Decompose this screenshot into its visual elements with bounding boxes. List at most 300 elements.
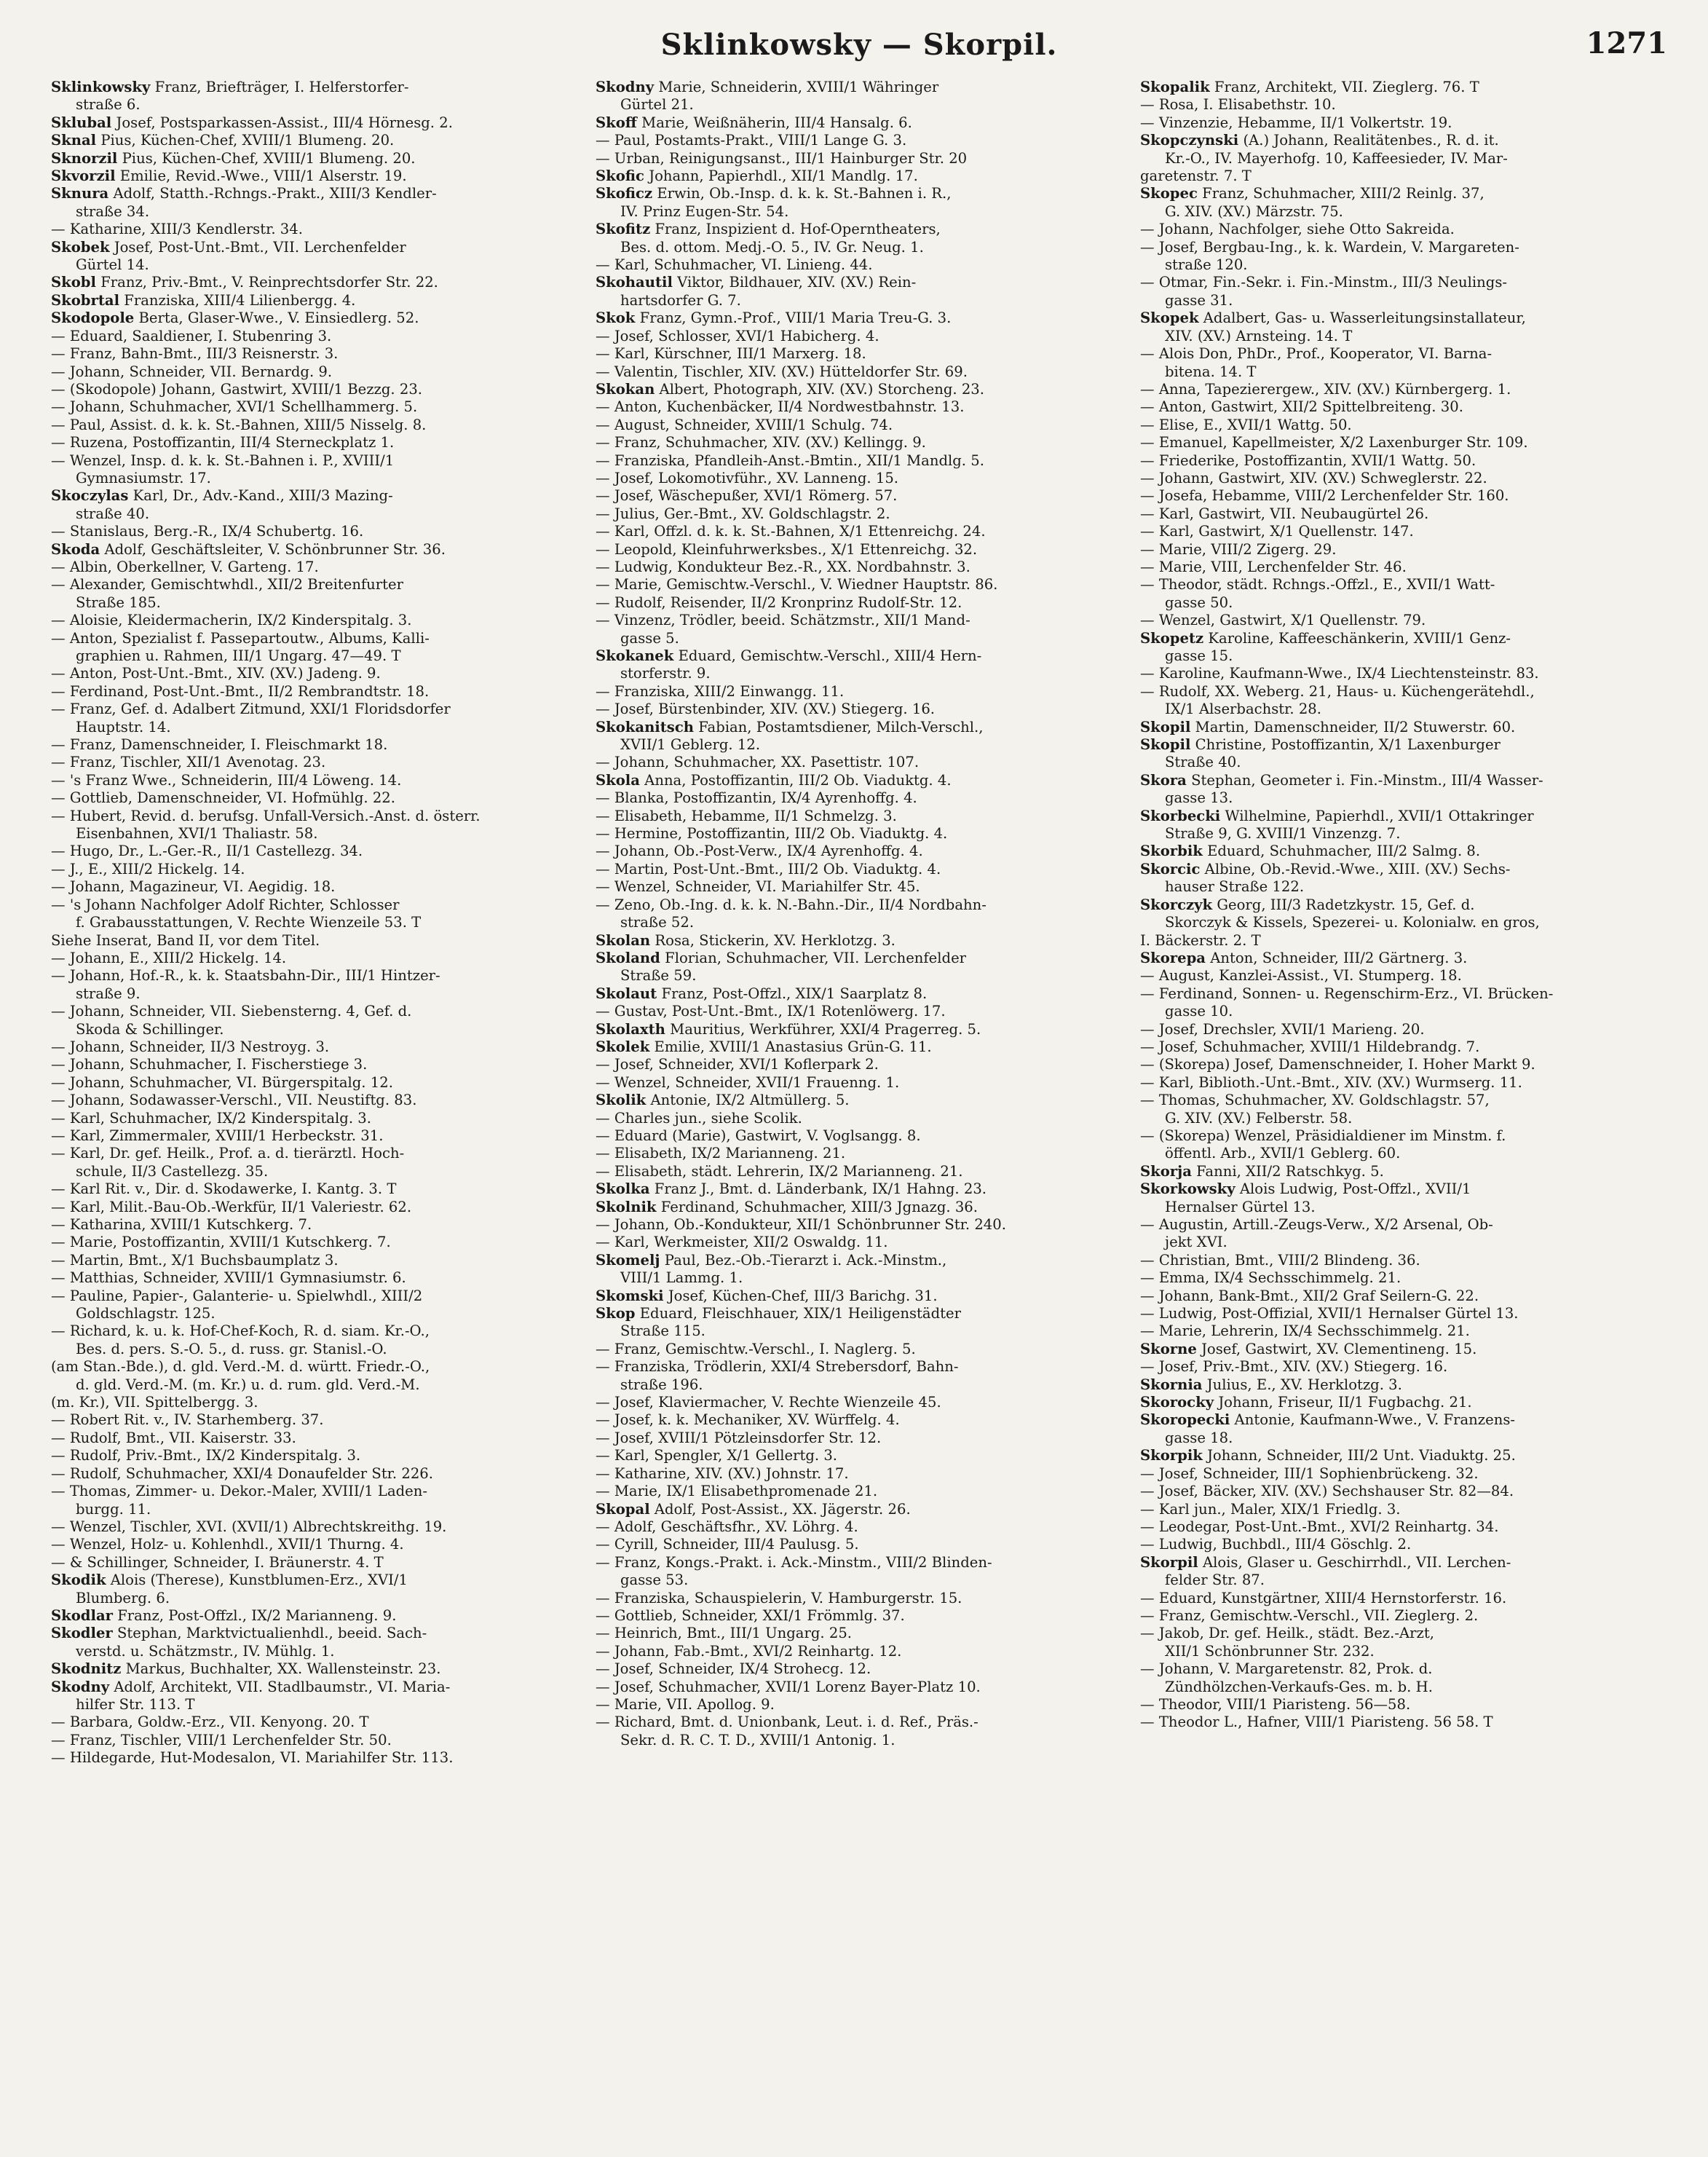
directory-entry — [596, 1607, 1123, 1625]
entry-text: Karoline, Kaffeeschänkerin, XVIII/1 Genz- — [1208, 629, 1511, 647]
directory-entry — [596, 825, 1123, 843]
directory-entry — [1140, 470, 1667, 487]
directory-entry — [51, 612, 578, 629]
entry-continuation: Straße 59. — [620, 967, 697, 985]
entry-surname: Skolaut — [596, 985, 657, 1002]
entry-text: Albine, Ob.-Revid.-Wwe., XIII. (XV.) Sechs- — [1204, 860, 1511, 878]
directory-entry — [596, 1074, 1123, 1092]
column-middle — [596, 79, 1123, 2125]
entry-surname: Skohautil — [596, 274, 673, 291]
entry-text: — Marie, Gemischtw.-Verschl., V. Wiedner Hauptstr. 86. — [596, 576, 998, 594]
entry-text: — Josef, Schuhmacher, XVIII/1 Hildebrandg. 7. — [1140, 1038, 1480, 1055]
entry-text: Christine, Postoffizantin, X/1 Laxenburger — [1195, 736, 1501, 754]
entry-text: Berta, Glaser-Wwe., V. Einsiedlerg. 52. — [138, 309, 419, 327]
directory-entry — [51, 328, 578, 345]
entry-continuation: IV. Prinz Eugen-Str. 54. — [620, 202, 789, 220]
entry-text: Josef, Post-Unt.-Bmt., VII. Lerchenfelder — [114, 238, 406, 256]
entry-continuation: schule, II/3 Castellezg. 35. — [76, 1162, 269, 1180]
entry-text: — Katharina, XVIII/1 Kutschkerg. 7. — [51, 1216, 312, 1233]
entry-text: — Franziska, Trödlerin, XXI/4 Strebersdorf, Bahn- — [596, 1358, 959, 1376]
entry-text: — Johann, Schneider, VII. Bernardg. 9. — [51, 363, 333, 380]
directory-entry — [51, 541, 578, 559]
entry-text: Florian, Schuhmacher, VII. Lerchenfelder — [665, 949, 967, 966]
entry-text: — Josef, Priv.-Bmt., XIV. (XV.) Stiegerg. 16. — [1140, 1358, 1448, 1376]
entry-text: Franz, Architekt, VII. Zieglerg. 76. T — [1214, 79, 1479, 95]
entry-text: — Franz, Bahn-Bmt., III/3 Reisnerstr. 3. — [51, 345, 339, 363]
entry-continuation: graphien u. Rahmen, III/1 Ungarg. 47—49. T — [76, 647, 401, 664]
entry-continuation: IX/1 Alserbachstr. 28. — [1165, 701, 1321, 718]
entry-text: — Marie, Postoffizantin, XVIII/1 Kutschkerg. 7. — [51, 1234, 391, 1251]
entry-continuation: Straße 185. — [76, 594, 161, 611]
directory-entry — [1140, 932, 1667, 950]
entry-surname: Skolka — [596, 1180, 650, 1198]
directory-entry — [1140, 950, 1667, 967]
entry-text: — Josef, Schneider, XVI/1 Koflerpark 2. — [596, 1056, 879, 1073]
entry-surname: Skolek — [596, 1038, 650, 1055]
directory-entry — [596, 1110, 1123, 1127]
directory-entry — [596, 1411, 1123, 1429]
directory-entry — [1140, 1358, 1667, 1376]
directory-entry — [1140, 1038, 1667, 1056]
directory-entry — [596, 1145, 1123, 1162]
directory-entry — [51, 1056, 578, 1073]
entry-surname: Skopek — [1140, 309, 1199, 327]
directory-entry — [596, 789, 1123, 807]
directory-entry — [1140, 1518, 1667, 1536]
entry-text: — Josef, Lokomotivführ., XV. Lanneng. 15. — [596, 469, 899, 486]
entry-surname: Skobl — [51, 274, 96, 291]
entry-continuation: bitena. 14. T — [1165, 363, 1257, 380]
entry-text: Fanni, XII/2 Ratschkyg. 5. — [1196, 1162, 1384, 1180]
directory-entry — [1140, 559, 1667, 576]
entry-text: — Josef, Schuhmacher, XVII/1 Lorenz Bayer-Platz 10. — [596, 1678, 981, 1695]
entry-text: garetenstr. 7. T — [1140, 167, 1252, 185]
entry-text: — Ludwig, Post-Offizial, XVII/1 Hernalser Gürtel 13. — [1140, 1305, 1519, 1322]
entry-surname: Skoff — [596, 114, 637, 131]
directory-entry — [1140, 1376, 1667, 1394]
directory-entry — [1140, 1341, 1667, 1358]
entry-text: — Rudolf, Bmt., VII. Kaiserstr. 33. — [51, 1429, 296, 1446]
directory-entry — [1140, 381, 1667, 398]
directory-entry — [596, 1696, 1123, 1714]
directory-entry — [1140, 772, 1667, 808]
entry-continuation: Kr.-O., IV. Mayerhofg. 10, Kaffeesieder, IV. Mar- — [1165, 149, 1508, 167]
directory-entry — [51, 523, 578, 540]
entry-text: Pius, Küchen-Chef, XVIII/1 Blumeng. 20. — [122, 149, 416, 167]
directory-entry — [596, 612, 1123, 647]
entry-continuation: hauser Straße 122. — [1165, 878, 1305, 896]
entry-text: — Heinrich, Bmt., III/1 Ungarg. 25. — [596, 1625, 853, 1642]
entry-text: Fabian, Postamtsdiener, Milch-Verschl., — [698, 718, 984, 736]
entry-text: — Karl, Werkmeister, XII/2 Oswaldg. 11. — [596, 1234, 888, 1251]
entry-surname: Skodik — [51, 1572, 106, 1589]
directory-entry — [596, 1536, 1123, 1553]
directory-entry — [1140, 985, 1667, 1021]
directory-entry — [51, 1518, 578, 1536]
entry-text: Adolf, Geschäftsleiter, V. Schönbrunner Str. 36. — [104, 540, 446, 558]
directory-entry — [1140, 541, 1667, 559]
entry-text: — Christian, Bmt., VIII/2 Blindeng. 36. — [1140, 1251, 1420, 1269]
column-left — [51, 79, 578, 2125]
entry-text: — Franz, Schuhmacher, XIV. (XV.) Kellingg. 9. — [596, 434, 926, 451]
directory-entry — [51, 1430, 578, 1447]
entry-text: — Karl, Milit.-Bau-Ob.-Werkfür, II/1 Valeriestr. 62. — [51, 1198, 412, 1215]
entry-text: — Johann, E., XIII/2 Hickelg. 14. — [51, 949, 287, 966]
directory-entry — [596, 1305, 1123, 1341]
entry-text: — Elisabeth, städt. Lehrerin, IX/2 Marianneng. 21. — [596, 1162, 963, 1180]
entry-text: — Franz, Tischler, VIII/1 Lerchenfelder Str. 50. — [51, 1731, 392, 1748]
directory-entry — [596, 1216, 1123, 1234]
directory-entry — [51, 114, 578, 132]
entry-continuation: gasse 31. — [1165, 291, 1233, 309]
entry-text: — Ferdinand, Sonnen- u. Regenschirm-Erz., VI. Brücken- — [1140, 985, 1554, 1002]
entry-surname: Skofitz — [596, 221, 651, 238]
directory-entry — [596, 1625, 1123, 1642]
entry-text: — Johann, Bank-Bmt., XII/2 Graf Seilern-G. 22. — [1140, 1287, 1479, 1304]
directory-entry — [51, 221, 578, 238]
directory-entry — [51, 896, 578, 932]
entry-continuation: Straße 40. — [1165, 754, 1241, 771]
directory-entry — [51, 665, 578, 682]
entry-text: — Karl, Offzl. d. k. k. St.-Bahnen, X/1 Ettenreichg. 24. — [596, 523, 986, 540]
directory-entry — [51, 132, 578, 149]
directory-entry — [596, 1163, 1123, 1180]
entry-text: Erwin, Ob.-Insp. d. k. k. St.-Bahnen i. R., — [657, 185, 952, 202]
entry-surname: Skolik — [596, 1092, 647, 1109]
entry-text: — Karl Rit. v., Dir. d. Skodawerke, I. Kantg. 3. T — [51, 1180, 397, 1198]
directory-entry — [51, 452, 578, 488]
directory-entry — [596, 1483, 1123, 1500]
entry-surname: Skorpil — [1140, 1553, 1198, 1571]
directory-entry — [596, 843, 1123, 860]
entry-text: — Theodor, VIII/1 Piaristeng. 56—58. — [1140, 1695, 1411, 1713]
directory-entry — [596, 434, 1123, 451]
entry-text: — Josef, Schneider, IX/4 Strohecg. 12. — [596, 1660, 871, 1678]
entry-text: — Rudolf, Reisender, II/2 Kronprinz Rudolf-Str. 12. — [596, 594, 962, 611]
entry-text: — Elise, E., XVII/1 Wattg. 50. — [1140, 416, 1352, 433]
entry-text: — Alois Don, PhDr., Prof., Kooperator, VI. Barna- — [1140, 345, 1492, 363]
directory-entry — [596, 754, 1123, 771]
entry-text: Franz, Inspizient d. Hof-Operntheaters, — [655, 221, 941, 238]
entry-text: Viktor, Bildhauer, XIV. (XV.) Rein- — [677, 274, 917, 291]
entry-text: — Marie, VIII/2 Zigerg. 29. — [1140, 540, 1337, 558]
directory-entry — [596, 985, 1123, 1003]
directory-entry — [51, 274, 578, 291]
entry-text: — Matthias, Schneider, XVIII/1 Gymnasiumstr. 6. — [51, 1269, 406, 1287]
directory-entry — [51, 576, 578, 612]
directory-entry — [596, 150, 1123, 167]
entry-text: I. Bäckerstr. 2. T — [1140, 931, 1261, 949]
directory-entry — [51, 1572, 578, 1607]
entry-continuation: Gürtel 14. — [76, 256, 149, 274]
entry-text: — Josef, Bergbau-Ing., k. k. Wardein, V. Margareten- — [1140, 238, 1519, 256]
entry-text: — Franz, Damenschneider, I. Fleischmarkt 18. — [51, 736, 388, 754]
directory-entry — [596, 719, 1123, 754]
directory-entry — [596, 1643, 1123, 1660]
entry-continuation: Skorczyk & Kissels, Spezerei- u. Kolonialw. en gros, — [1165, 914, 1540, 931]
entry-continuation: G. XIV. (XV.) Felberstr. 58. — [1165, 1109, 1353, 1127]
entry-text: — Josef, Klaviermacher, V. Rechte Wienzeile 45. — [596, 1394, 941, 1411]
entry-text: — Otmar, Fin.-Sekr. i. Fin.-Minstm., III/3 Neulings- — [1140, 274, 1508, 291]
directory-entry — [51, 967, 578, 1003]
entry-continuation: Straße 9, G. XVIII/1 Vinzenzg. 7. — [1165, 825, 1401, 843]
directory-entry — [51, 487, 578, 523]
entry-surname: Skopczynski — [1140, 132, 1239, 149]
entry-continuation: G. XIV. (XV.) Märzstr. 75. — [1165, 202, 1343, 220]
entry-text: — Vinzenz, Trödler, beeid. Schätzmstr., XII/1 Mand- — [596, 612, 970, 629]
entry-text: Adalbert, Gas- u. Wasserleitungsinstallateur, — [1203, 309, 1526, 327]
entry-surname: Skorne — [1140, 1340, 1197, 1357]
directory-entry — [596, 185, 1123, 221]
directory-entry — [1140, 1163, 1667, 1180]
entry-surname: Skoland — [596, 949, 660, 966]
directory-entry — [596, 470, 1123, 487]
directory-entry — [596, 1127, 1123, 1145]
entry-continuation: Hernalser Gürtel 13. — [1165, 1198, 1316, 1215]
entry-continuation: Goldschlagstr. 125. — [76, 1305, 216, 1322]
entry-text: — Wenzel, Insp. d. k. k. St.-Bahnen i. P., XVIII/1 — [51, 451, 395, 469]
entry-text: — Karl, Gastwirt, VII. Neubaugürtel 26. — [1140, 505, 1429, 522]
entry-text: Franz, Post-Offzl., XIX/1 Saarplatz 8. — [661, 985, 928, 1002]
entry-text: — Augustin, Artill.-Zeugs-Verw., X/2 Arsenal, Ob- — [1140, 1216, 1493, 1233]
directory-entry — [1140, 417, 1667, 434]
directory-entry — [1140, 683, 1667, 719]
entry-text: — Richard, k. u. k. Hof-Chef-Koch, R. d. siam. Kr.-O., — [51, 1322, 430, 1340]
directory-entry — [51, 239, 578, 275]
directory-entry — [51, 1394, 578, 1411]
directory-entry — [51, 167, 578, 185]
entry-continuation: gasse 50. — [1165, 594, 1233, 611]
entry-text: — Franz, Kongs.-Prakt. i. Ack.-Minstm., VIII/2 Blinden- — [596, 1553, 992, 1571]
directory-entry — [1140, 505, 1667, 523]
directory-entry — [51, 808, 578, 843]
entry-continuation: Eisenbahnen, XVI/1 Thaliastr. 58. — [76, 825, 318, 843]
directory-entry — [1140, 1607, 1667, 1625]
entry-continuation: straße 52. — [620, 914, 695, 931]
directory-entry — [596, 523, 1123, 540]
entry-text: — Katharine, XIV. (XV.) Johnstr. 17. — [596, 1464, 849, 1482]
entry-surname: Skoda — [51, 540, 100, 558]
directory-entry — [51, 1732, 578, 1749]
entry-text: — Johann, Ob.-Post-Verw., IX/4 Ayrenhoffg. 4. — [596, 843, 923, 860]
entry-surname: Sklinkowsky — [51, 79, 151, 95]
directory-entry — [51, 185, 578, 221]
entry-text: — Rudolf, Schuhmacher, XXI/4 Donaufelder Str. 226. — [51, 1464, 433, 1482]
directory-entry — [51, 1145, 578, 1180]
directory-entry — [51, 1358, 578, 1394]
directory-entry — [596, 1518, 1123, 1536]
entry-continuation: öffentl. Arb., XVII/1 Geblerg. 60. — [1165, 1145, 1401, 1162]
directory-entry — [51, 398, 578, 416]
directory-entry — [1140, 861, 1667, 896]
entry-text: — Leopold, Kleinfuhrwerksbes., X/1 Ettenreichg. 32. — [596, 540, 978, 558]
directory-entry — [1140, 1305, 1667, 1322]
entry-text: — Johann, Schneider, VII. Siebensterng. 4, Gef. d. — [51, 1003, 412, 1020]
entry-text: Eduard, Fleischhauer, XIX/1 Heiligenstädter — [639, 1305, 961, 1322]
directory-entry — [1140, 114, 1667, 132]
entry-surname: Skok — [596, 309, 636, 327]
entry-text: — Vinzenzie, Hebamme, II/1 Volkertstr. 19. — [1140, 114, 1452, 131]
entry-text: Rosa, Stickerin, XV. Herklotzg. 3. — [655, 931, 895, 949]
entry-text: Anna, Postoffizantin, III/2 Ob. Viaduktg. 4. — [644, 771, 952, 789]
entry-continuation: gasse 13. — [1165, 789, 1233, 807]
directory-entry — [1140, 1127, 1667, 1163]
entry-text: — Anna, Tapezierergew., XIV. (XV.) Kürnbergerg. 1. — [1140, 380, 1511, 398]
entry-text: Franz J., Bmt. d. Länderbank, IX/1 Hahng. 23. — [654, 1180, 987, 1198]
directory-entry — [596, 594, 1123, 612]
entry-text: — Josef, Schneider, III/1 Sophienbrückeng. 32. — [1140, 1464, 1479, 1482]
entry-surname: Skorocky — [1140, 1394, 1214, 1411]
entry-text: — Franz, Gemischtw.-Verschl., I. Naglerg. 5. — [596, 1340, 916, 1357]
entry-surname: Sklubal — [51, 114, 112, 131]
entry-text: Emilie, Revid.-Wwe., VIII/1 Alserstr. 19. — [119, 167, 407, 185]
directory-entry — [1140, 487, 1667, 505]
entry-text: — Karl, Kürschner, III/1 Marxerg. 18. — [596, 345, 866, 363]
entry-surname: Skopetz — [1140, 629, 1204, 647]
entry-text: — Barbara, Goldw.-Erz., VII. Kenyong. 20. T — [51, 1714, 369, 1731]
entry-text: Franz, Post-Offzl., IX/2 Marianneng. 9. — [117, 1606, 397, 1624]
entry-continuation: gasse 18. — [1165, 1429, 1233, 1446]
entry-text: — Martin, Post-Unt.-Bmt., III/2 Ob. Viaduktg. 4. — [596, 860, 941, 878]
entry-text: Franz, Gymn.-Prof., VIII/1 Maria Treu-G. 3. — [639, 309, 952, 327]
page-title: Sklinkowsky — Skorpil. — [660, 28, 1058, 62]
entry-text: — Josefa, Hebamme, VIII/2 Lerchenfelder Str. 160. — [1140, 487, 1509, 505]
entry-text: — Karl, Dr. gef. Heilk., Prof. a. d. tierärztl. Hoch- — [51, 1145, 405, 1162]
directory-entry — [1140, 452, 1667, 470]
entry-text: — Emanuel, Kapellmeister, X/2 Laxenburger Str. 109. — [1140, 434, 1528, 451]
entry-text: — August, Kanzlei-Assist., VI. Stumperg. 18. — [1140, 967, 1462, 985]
entry-text: Albert, Photograph, XIV. (XV.) Storcheng. 23. — [659, 380, 984, 398]
entry-text: — Blanka, Postoffizantin, IX/4 Ayrenhoffg. 4. — [596, 789, 917, 807]
directory-entry — [596, 167, 1123, 185]
entry-text: — Urban, Reinigungsanst., III/1 Hainburger Str. 20 — [596, 149, 968, 167]
entry-surname: Skolnik — [596, 1198, 657, 1215]
entry-surname: Skomski — [596, 1287, 664, 1304]
directory-entry — [1140, 808, 1667, 843]
directory-entry — [596, 221, 1123, 256]
entry-text: — Katharine, XIII/3 Kendlerstr. 34. — [51, 221, 303, 238]
directory-entry — [51, 345, 578, 363]
entry-surname: Skodlar — [51, 1606, 113, 1624]
entry-continuation: gasse 53. — [620, 1572, 689, 1589]
entry-text: — Friederike, Postoffizantin, XVII/1 Wattg. 50. — [1140, 451, 1476, 469]
directory-entry — [51, 754, 578, 771]
entry-continuation: jekt XVI. — [1165, 1234, 1227, 1251]
directory-entry — [51, 701, 578, 736]
entry-text: — Eduard, Saaldiener, I. Stubenring 3. — [51, 327, 332, 344]
entry-text: — Franz, Gemischtw.-Verschl., VII. Zieglerg. 2. — [1140, 1606, 1479, 1624]
entry-text: Alois Ludwig, Post-Offzl., XVII/1 — [1239, 1180, 1471, 1198]
entry-text: — Albin, Oberkellner, V. Garteng. 17. — [51, 558, 319, 575]
entry-text: — Alexander, Gemischtwhdl., XII/2 Breitenfurter — [51, 576, 404, 594]
entry-text: — Johann, Fab.-Bmt., XVI/2 Reinhartg. 12. — [596, 1642, 902, 1660]
directory-entry — [51, 932, 578, 950]
entry-continuation: straße 34. — [76, 202, 150, 220]
entry-text: — Stanislaus, Berg.-R., IX/4 Schubertg. 16. — [51, 523, 364, 540]
directory-entry — [596, 1679, 1123, 1696]
directory-entry — [51, 950, 578, 967]
entry-text: Markus, Buchhalter, XX. Wallensteinstr. 23. — [125, 1660, 441, 1678]
directory-entry — [51, 434, 578, 451]
directory-entry — [51, 1554, 578, 1572]
directory-entry — [51, 789, 578, 807]
entry-surname: Skopil — [1140, 718, 1191, 736]
entry-text: — Rudolf, XX. Weberg. 21, Haus- u. Küchengerätehdl., — [1140, 682, 1535, 700]
entry-text: (m. Kr.), VII. Spittelbergg. 3. — [51, 1394, 258, 1411]
entry-text: — Zeno, Ob.-Ing. d. k. k. N.-Bahn.-Dir., II/4 Nordbahn- — [596, 896, 987, 913]
entry-continuation: straße 6. — [76, 96, 141, 114]
entry-surname: Skokan — [596, 380, 655, 398]
directory-entry — [51, 1038, 578, 1056]
entry-text: — Wenzel, Schneider, XVII/1 Frauenng. 1. — [596, 1073, 900, 1091]
entry-text: — Wenzel, Schneider, VI. Mariahilfer Str. 45. — [596, 878, 920, 896]
entry-continuation: d. gld. Verd.-M. (m. Kr.) u. d. rum. gld. Verd.-M. — [76, 1376, 420, 1393]
directory-entry — [596, 1021, 1123, 1038]
entry-surname: Skodopole — [51, 309, 135, 327]
entry-surname: Sknorzil — [51, 149, 118, 167]
entry-text: (A.) Johann, Realitätenbes., R. d. it. — [1243, 132, 1499, 149]
entry-text: — Thomas, Zimmer- u. Dekor.-Maler, XVIII/1 Laden- — [51, 1483, 428, 1500]
entry-text: — & Schillinger, Schneider, I. Bräunerstr. 4. T — [51, 1553, 384, 1571]
directory-entry — [1140, 1056, 1667, 1073]
entry-text: — Franz, Gef. d. Adalbert Zitmund, XXI/1 Floridsdorfer — [51, 701, 451, 718]
entry-surname: Sknura — [51, 185, 109, 202]
entry-continuation: f. Grabausstattungen, V. Rechte Wienzeile 53. T — [76, 914, 422, 931]
directory-entry — [596, 1092, 1123, 1109]
directory-entry — [1140, 434, 1667, 451]
entry-text: Marie, Schneiderin, XVIII/1 Währinger — [658, 79, 939, 95]
directory-entry — [1140, 309, 1667, 345]
entry-text: Pius, Küchen-Chef, XVIII/1 Blumeng. 20. — [100, 132, 395, 149]
entry-text: Antonie, IX/2 Altmüllerg. 5. — [650, 1092, 850, 1109]
directory-entry — [1140, 1269, 1667, 1287]
entry-text: Adolf, Post-Assist., XX. Jägerstr. 26. — [654, 1500, 911, 1518]
entry-text: — Gottlieb, Schneider, XXI/1 Frömmlg. 37. — [596, 1606, 905, 1624]
directory-entry — [596, 1038, 1123, 1056]
entry-surname: Skorcic — [1140, 860, 1201, 878]
entry-surname: Skobrtal — [51, 291, 120, 309]
entry-surname: Skolan — [596, 931, 651, 949]
entry-text: Stephan, Marktvictualienhdl., beeid. Sach- — [116, 1625, 427, 1642]
directory-entry — [596, 683, 1123, 701]
entry-text: Franz, Schuhmacher, XIII/2 Reinlg. 37, — [1202, 185, 1484, 202]
directory-entry — [596, 1590, 1123, 1607]
entry-text: — J., E., XIII/2 Hickelg. 14. — [51, 860, 245, 878]
directory-entry — [1140, 896, 1667, 932]
entry-text: Adolf, Statth.-Rchngs.-Prakt., XIII/3 Kendler- — [113, 185, 437, 202]
directory-entry — [51, 1199, 578, 1216]
directory-entry — [1140, 1288, 1667, 1305]
directory-entry — [596, 1180, 1123, 1198]
directory-entry — [51, 1465, 578, 1483]
directory-entry — [1140, 79, 1667, 96]
directory-entry — [596, 1554, 1123, 1590]
directory-entry — [51, 79, 578, 114]
directory-entry — [596, 1394, 1123, 1411]
entry-text: — Paul, Assist. d. k. k. St.-Bahnen, XIII/5 Nisselg. 8. — [51, 416, 427, 433]
directory-entry — [51, 381, 578, 398]
directory-entry — [51, 1322, 578, 1358]
entry-text: — Johann, Hof.-R., k. k. Staatsbahn-Dir., III/1 Hintzer- — [51, 967, 440, 985]
directory-entry — [596, 1358, 1123, 1394]
entry-continuation: Bes. d. ottom. Medj.-O. 5., IV. Gr. Neug. 1. — [620, 238, 924, 256]
entry-surname: Skokanitsch — [596, 718, 695, 736]
directory-entry — [596, 274, 1123, 309]
directory-entry — [1140, 1536, 1667, 1553]
directory-entry — [1140, 1590, 1667, 1607]
entry-surname: Skopalik — [1140, 79, 1210, 95]
entry-surname: Skoropecki — [1140, 1411, 1230, 1429]
